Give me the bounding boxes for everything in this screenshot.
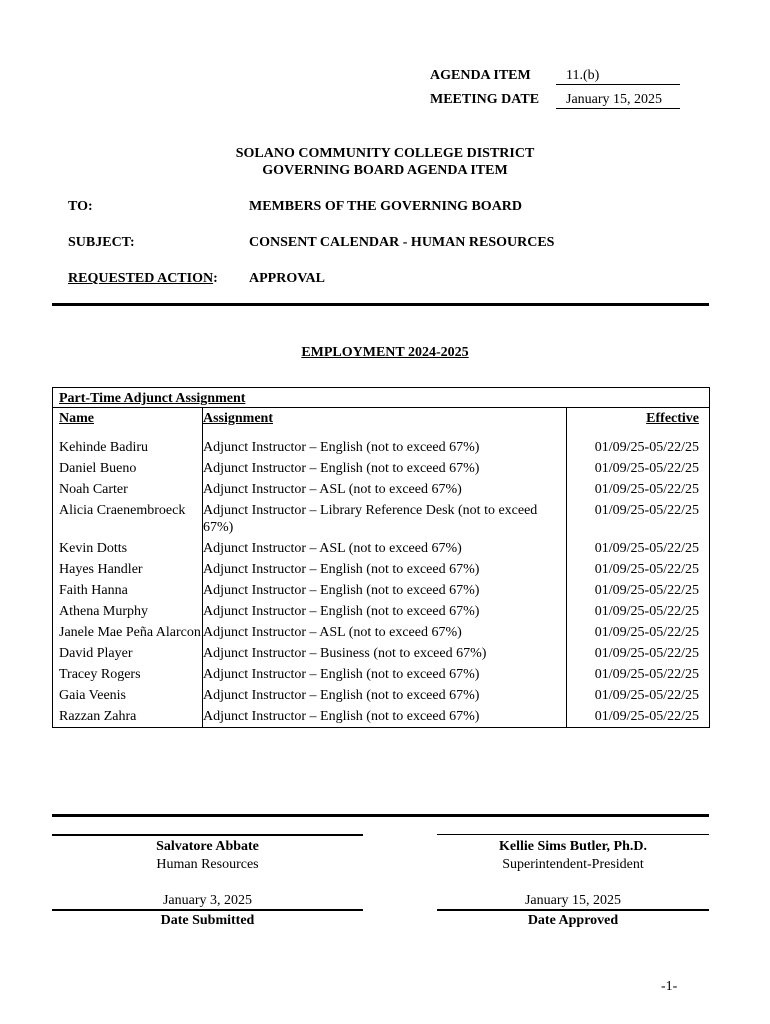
cell-effective: 01/09/25-05/22/25 (567, 582, 710, 603)
cell-effective: 01/09/25-05/22/25 (567, 561, 710, 582)
right-signer-title: Superintendent-President (502, 857, 644, 872)
meeting-date-value: January 15, 2025 (556, 91, 680, 109)
cell-assignment: Adjunct Instructor – English (not to exceed 67%) (203, 687, 567, 708)
section-title: EMPLOYMENT 2024-2025 (301, 345, 469, 360)
requested-action-value: APPROVAL (249, 271, 325, 286)
cell-effective: 01/09/25-05/22/25 (567, 666, 710, 687)
table-row (53, 460, 710, 481)
agenda-item-value: 11.(b) (556, 67, 680, 85)
cell-assignment: Adjunct Instructor – ASL (not to exceed 67%) (203, 481, 567, 502)
right-date-line (437, 909, 709, 911)
requested-action-text: REQUESTED ACTION (68, 271, 214, 286)
cell-assignment: Adjunct Instructor – English (not to exceed 67%) (203, 708, 567, 728)
page-number: -1- (661, 979, 678, 994)
meeting-date-label: MEETING DATE (430, 92, 540, 107)
cell-effective: 01/09/25-05/22/25 (567, 687, 710, 708)
employment-table (52, 387, 710, 728)
left-signer-title: Human Resources (156, 857, 259, 872)
right-signature-line (437, 834, 709, 835)
table-header-row (53, 408, 710, 436)
table-row (53, 582, 710, 603)
district-title: SOLANO COMMUNITY COLLEGE DISTRICT (235, 146, 535, 161)
table-row (53, 561, 710, 582)
cell-assignment: Adjunct Instructor – ASL (not to exceed 67%) (203, 540, 567, 561)
cell-name: Hayes Handler (59, 562, 143, 577)
cell-effective: 01/09/25-05/22/25 (567, 708, 710, 728)
right-date-label: Date Approved (527, 913, 619, 928)
cell-name: Noah Carter (59, 482, 128, 497)
cell-name: Faith Hanna (59, 583, 128, 598)
table-row (53, 624, 710, 645)
cell-assignment: Adjunct Instructor – ASL (not to exceed 67%) (203, 624, 567, 645)
table-caption: Part-Time Adjunct Assignment (59, 391, 246, 406)
requested-action-colon: : (213, 271, 218, 286)
table-caption-row (53, 388, 710, 408)
cell-assignment: Adjunct Instructor – English (not to exceed 67%) (203, 603, 567, 624)
cell-effective: 01/09/25-05/22/25 (567, 481, 710, 502)
cell-effective: 01/09/25-05/22/25 (567, 540, 710, 561)
left-date-label: Date Submitted (160, 913, 255, 928)
table-row (53, 708, 710, 728)
table-row (53, 481, 710, 502)
cell-name: Razzan Zahra (59, 709, 137, 724)
cell-effective: 01/09/25-05/22/25 (567, 435, 710, 460)
subject-value: CONSENT CALENDAR - HUMAN RESOURCES (249, 235, 555, 250)
cell-assignment: Adjunct Instructor – Business (not to exceed 67%) (203, 645, 567, 666)
cell-assignment: Adjunct Instructor – Library Reference Desk (not to exceed 67%) (203, 502, 567, 540)
cell-name: David Player (59, 646, 133, 661)
cell-name: Janele Mae Peña Alarcon (59, 625, 201, 640)
agenda-item-label: AGENDA ITEM (430, 68, 531, 83)
cell-assignment: Adjunct Instructor – English (not to exceed 67%) (203, 582, 567, 603)
cell-name: Athena Murphy (59, 604, 149, 619)
table-row (53, 666, 710, 687)
requested-action-label (68, 271, 218, 287)
cell-name: Gaia Veenis (59, 688, 126, 703)
cell-effective: 01/09/25-05/22/25 (567, 624, 710, 645)
to-label: TO: (68, 199, 93, 214)
table-row (53, 540, 710, 561)
to-value: MEMBERS OF THE GOVERNING BOARD (249, 199, 523, 214)
table-row (53, 435, 710, 460)
right-date: January 15, 2025 (524, 893, 622, 908)
col-header-assignment: Assignment (203, 408, 567, 436)
cell-name: Alicia Craenembroeck (59, 503, 186, 518)
cell-name: Kevin Dotts (59, 541, 128, 556)
cell-assignment: Adjunct Instructor – English (not to exceed 67%) (203, 561, 567, 582)
col-header-name: Name (53, 408, 203, 436)
table-row (53, 687, 710, 708)
left-signer-name: Salvatore Abbate (156, 839, 259, 854)
cell-assignment: Adjunct Instructor – English (not to exceed 67%) (203, 460, 567, 481)
cell-assignment: Adjunct Instructor – English (not to exceed 67%) (203, 435, 567, 460)
cell-effective: 01/09/25-05/22/25 (567, 502, 710, 540)
col-header-effective: Effective (567, 408, 710, 436)
cell-name: Daniel Bueno (59, 461, 137, 476)
cell-assignment: Adjunct Instructor – English (not to exceed 67%) (203, 666, 567, 687)
table-row (53, 645, 710, 666)
cell-name: Kehinde Badiru (59, 440, 149, 455)
table-row (53, 603, 710, 624)
subject-label: SUBJECT: (68, 235, 135, 250)
cell-effective: 01/09/25-05/22/25 (567, 460, 710, 481)
left-signature-line (52, 834, 363, 836)
cell-effective: 01/09/25-05/22/25 (567, 603, 710, 624)
left-date-line (52, 909, 363, 911)
cell-effective: 01/09/25-05/22/25 (567, 645, 710, 666)
table-row (53, 502, 710, 540)
cell-name: Tracey Rogers (59, 667, 141, 682)
right-signer-name: Kellie Sims Butler, Ph.D. (498, 839, 648, 854)
left-date: January 3, 2025 (162, 893, 253, 908)
agenda-title: GOVERNING BOARD AGENDA ITEM (262, 163, 508, 178)
header-divider (52, 303, 709, 306)
signature-divider (52, 814, 709, 817)
